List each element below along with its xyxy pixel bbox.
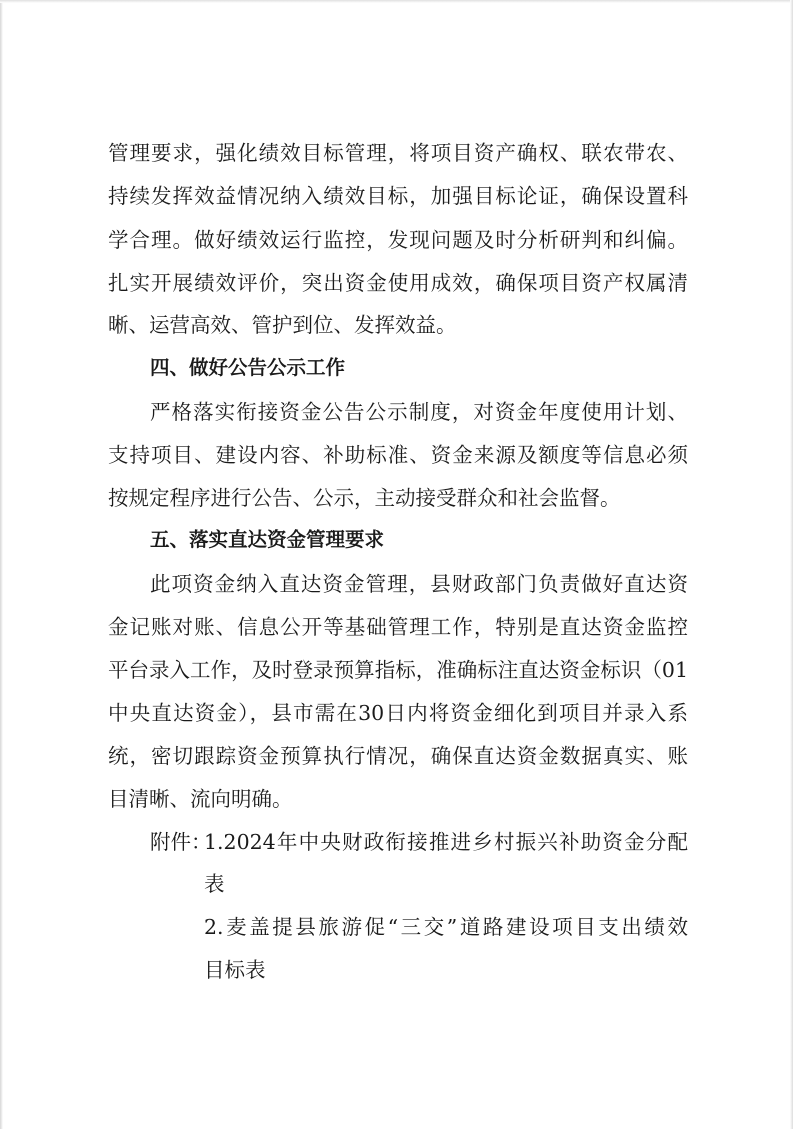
- scan-edge-left: [0, 0, 3, 1129]
- body-line: 晰、运营高效、管护到位、发挥效益。: [108, 313, 457, 337]
- body-line: 扎实开展绩效评价，突出资金使用成效，确保项目资产权属清: [108, 271, 688, 295]
- attachment-item-2: 2.麦盖提县旅游促“三交”道路建设项目支出绩效: [204, 915, 688, 939]
- body-line: 此项资金纳入直达资金管理，县财政部门负责做好直达资: [150, 572, 688, 596]
- scan-edge-top: [0, 0, 793, 3]
- attachment-item-2-cont: 目标表: [204, 958, 266, 982]
- section-heading: 五、落实直达资金管理要求: [150, 528, 385, 551]
- attachment-item-1-cont: 表: [204, 872, 225, 896]
- body-line: 按规定程序进行公告、公示，主动接受群众和社会监督。: [108, 486, 621, 510]
- body-line: 统，密切跟踪资金预算执行情况，确保直达资金数据真实、账: [108, 744, 688, 768]
- section-heading: 四、做好公告公示工作: [150, 356, 346, 379]
- body-line: 管理要求，强化绩效目标管理，将项目资产确权、联农带农、: [108, 141, 688, 165]
- body-line: 持续发挥效益情况纳入绩效目标，加强目标论证，确保设置科: [108, 184, 688, 208]
- body-line: 中央直达资金），县市需在30日内将资金细化到项目并录入系: [108, 701, 688, 725]
- attachment-label: 附件：: [150, 830, 212, 854]
- body-line: 金记账对账、信息公开等基础管理工作，特别是直达资金监控: [108, 615, 688, 639]
- body-line: 平台录入工作，及时登录预算指标，准确标注直达资金标识（01: [108, 658, 688, 682]
- body-line: 支持项目、建设内容、补助标准、资金来源及额度等信息必须: [108, 443, 688, 467]
- body-line: 目清晰、流向明确。: [108, 787, 293, 811]
- attachment-item-1: 1.2024年中央财政衔接推进乡村振兴补助资金分配: [204, 830, 688, 854]
- body-line: 学合理。做好绩效运行监控，发现问题及时分析研判和纠偏。: [108, 228, 688, 252]
- body-line: 严格落实衔接资金公告公示制度，对资金年度使用计划、: [150, 400, 688, 424]
